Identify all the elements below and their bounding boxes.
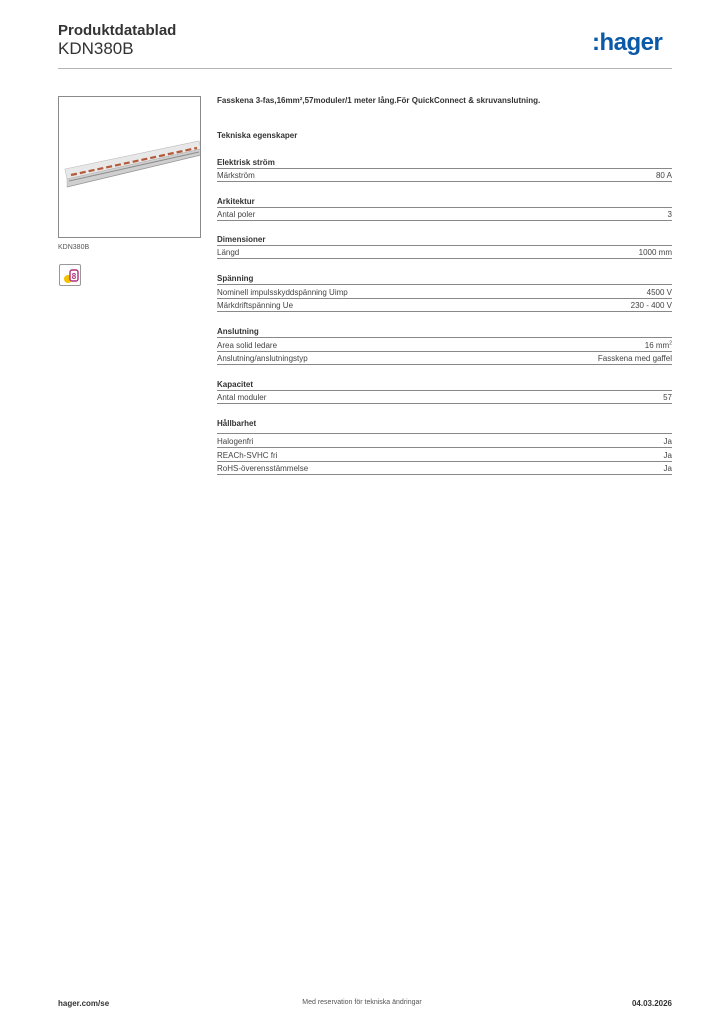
spec-group-architecture — [217, 196, 672, 221]
spec-group-sustainability — [217, 418, 672, 475]
product-image — [58, 96, 201, 238]
spec-value: 57 — [663, 393, 672, 402]
spec-label: Märkström — [217, 171, 255, 180]
spec-label: Antal poler — [217, 210, 256, 219]
spec-value: 80 A — [655, 171, 672, 180]
spec-group-electrical — [217, 157, 672, 182]
spec-value: 230 - 400 V — [630, 301, 672, 310]
spec-value: Ja — [663, 451, 672, 460]
spec-value-with-unit — [645, 340, 672, 351]
spec-row — [217, 298, 672, 312]
spec-label: Längd — [217, 248, 240, 257]
spec-row — [217, 447, 672, 461]
spec-group-capacity — [217, 379, 672, 404]
spec-group-voltage — [217, 273, 672, 312]
document-title: Produktdatablad — [58, 22, 177, 39]
footer-website-link[interactable]: hager.com/se — [58, 999, 110, 1008]
spec-value: 16 mm — [644, 341, 670, 350]
specs-heading: Tekniska egenskaper — [217, 131, 298, 140]
unit-superscript: 2 — [669, 340, 672, 347]
spec-group-title: Anslutning — [217, 327, 259, 336]
spec-row — [217, 337, 672, 351]
spec-row — [217, 245, 672, 259]
spec-group-title: Spänning — [217, 274, 254, 283]
image-caption: KDN380B — [58, 244, 90, 251]
busbar-illustration — [59, 97, 201, 238]
svg-text:8: 8 — [71, 272, 77, 281]
spec-label: Halogenfri — [217, 437, 254, 446]
spec-value: Ja — [663, 437, 672, 446]
spec-row — [217, 207, 672, 221]
spec-group-dimensions — [217, 234, 672, 259]
spec-group-title: Elektrisk ström — [217, 158, 275, 167]
spec-value: Fasskena med gaffel — [597, 354, 672, 363]
spec-value: Ja — [663, 464, 672, 473]
spec-value: 1000 mm — [638, 248, 672, 257]
spec-value: 4500 V — [646, 288, 672, 297]
footer-date: 04.03.2026 — [631, 999, 672, 1008]
product-code: KDN380B — [58, 39, 134, 58]
spec-row — [217, 433, 672, 447]
spec-label: Antal moduler — [217, 393, 267, 402]
spec-group-title: Hållbarhet — [217, 419, 257, 428]
environment-label-icon — [59, 264, 81, 286]
spec-row — [217, 284, 672, 298]
spec-row — [217, 461, 672, 475]
spec-row — [217, 351, 672, 365]
spec-label: REACh-SVHC fri — [217, 451, 278, 460]
spec-group-title: Dimensioner — [217, 235, 266, 244]
spec-label: Nominell impulsskyddspänning Uimp — [217, 288, 348, 297]
spec-row — [217, 168, 672, 182]
product-description: Fasskena 3-fas,16mm²,57moduler/1 meter lång.För QuickConnect & skruvanslutning. — [217, 96, 541, 105]
spec-group-connection — [217, 326, 672, 365]
spec-group-title: Kapacitet — [217, 380, 254, 389]
spec-label: Märkdriftspänning Ue — [217, 301, 294, 310]
header-divider — [58, 68, 672, 69]
spec-label: Area solid ledare — [217, 341, 278, 350]
spec-value: 3 — [667, 210, 672, 219]
spec-label: RoHS-överensstämmelse — [217, 464, 309, 473]
logo-text: :hager — [592, 29, 663, 56]
hager-logo — [592, 28, 674, 56]
spec-row — [217, 390, 672, 404]
spec-label: Anslutning/anslutningstyp — [217, 354, 308, 363]
footer-disclaimer: Med reservation för tekniska ändringar — [302, 999, 422, 1006]
spec-group-title: Arkitektur — [217, 197, 255, 206]
